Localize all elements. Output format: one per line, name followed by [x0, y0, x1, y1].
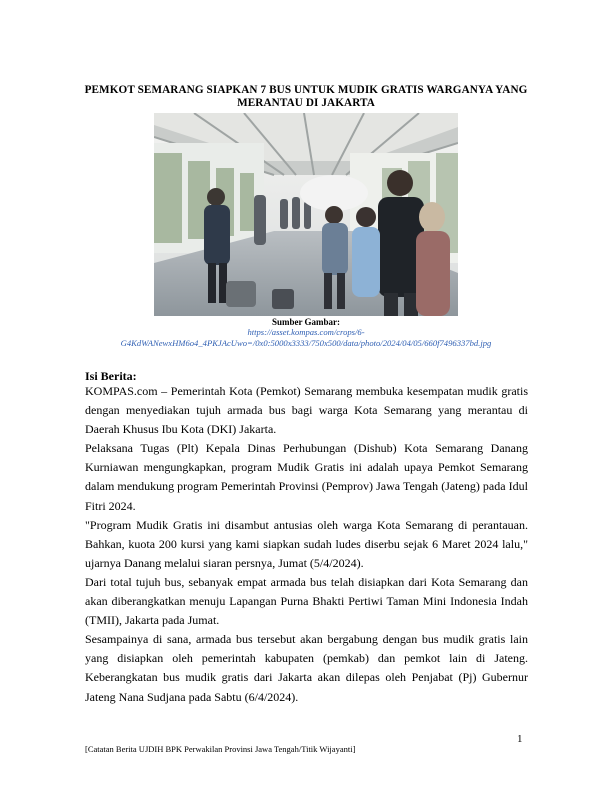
- paragraph: "Program Mudik Gratis ini disambut antusias oleh warga Kota Semarang di perantauan. Bahkan, kuota 200 kursi yang kami siapkan sudah ludes diserbu sejak 6 Maret 2024 lalu," ujarnya Danang melalui siaran persnya, Jumat (5/4/2024).: [85, 517, 528, 570]
- page-number: 1: [517, 733, 523, 745]
- footer-note: [Catatan Berita UJDIH BPK Perwakilan Provinsi Jawa Tengah/Titik Wijayanti]: [85, 744, 356, 754]
- paragraph: Sesampainya di sana, armada bus tersebut akan bergabung dengan bus mudik gratis lain yang disiapkan oleh pemerintah kabupaten (pemkab) dan pemkot lain di Jateng. Keberangkatan bus mudik gratis dari Jakarta akan dilepas oleh Penjabat (Pj) Gubernur Jateng Nana Sudjana pada Sabtu (6/4/2024).: [85, 632, 528, 704]
- image-source-url[interactable]: https://asset.kompas.com/crops/6-G4KdWANewxHM6o4_4PKJAcUwo=/0x0:5000x3333/750x500/data/photo/2024/04/05/660f7496337bd.jpg: [120, 327, 492, 348]
- section-heading: Isi Berita:: [85, 369, 137, 383]
- article-body: [85, 382, 528, 707]
- article-title: PEMKOT SEMARANG SIAPKAN 7 BUS UNTUK MUDIK GRATIS WARGANYA YANG MERANTAU DI JAKARTA: [84, 84, 528, 109]
- news-photo: [154, 113, 458, 316]
- image-source-label: Sumber Gambar:: [271, 317, 341, 327]
- paragraph: KOMPAS.com – Pemerintah Kota (Pemkot) Semarang membuka kesempatan mudik gratis dengan menyediakan tujuh armada bus bagi warga Kota Semarang yang merantau di Daerah Khusus Ibu Kota (DKI) Jakarta.: [85, 384, 528, 437]
- paragraph: Dari total tujuh bus, sebanyak empat armada bus telah disiapkan dari Kota Semarang dan akan diberangkatkan menuju Lapangan Purna Bhakti Pertiwi Taman Mini Indonesia Indah (TMII), Jakarta pada Jumat.: [85, 574, 528, 628]
- paragraph: Pelaksana Tugas (Plt) Kepala Dinas Perhubungan (Dishub) Kota Semarang Danang Kurniawan mengungkapkan, program Mudik Gratis ini adalah upaya Pemkot Semarang dalam mendukung program Pemerintah Provinsi (Pemprov) Jawa Tengah (Jateng) pada Idul Fitri 2024.: [85, 441, 528, 513]
